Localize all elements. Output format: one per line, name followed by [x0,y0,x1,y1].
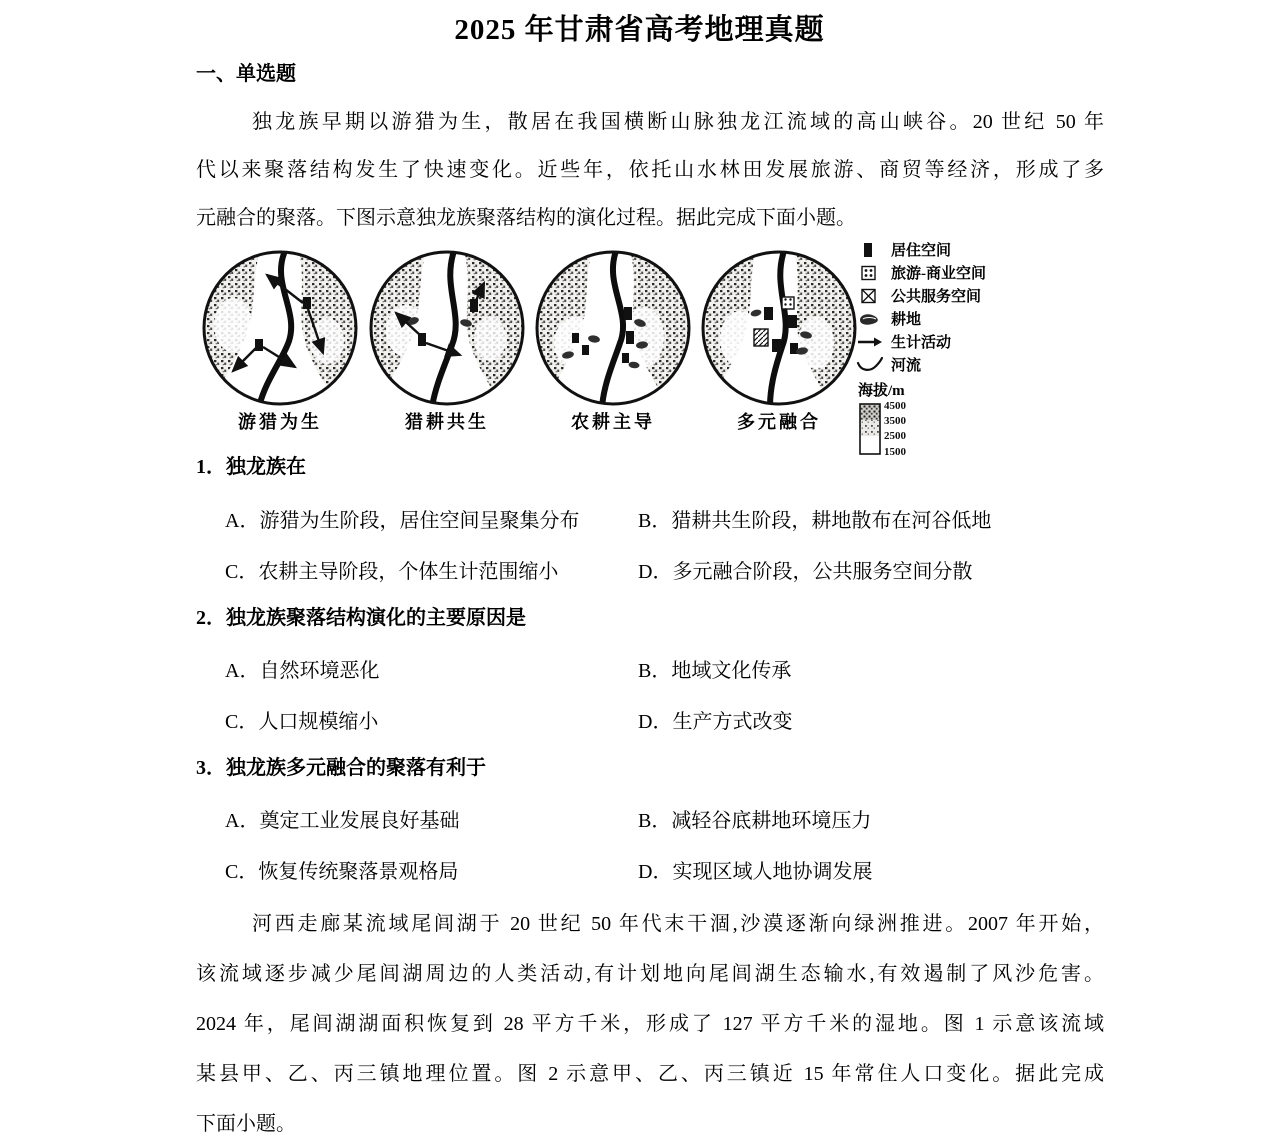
paragraph-line: 元融合的聚落。下图示意独龙族聚落结构的演化过程。据此完成下面小题。 [196,207,856,229]
paragraph-line: 代以来聚落结构发生了快速变化。近些年，依托山水林田发展旅游、商贸等经济，形成了多 [196,159,1104,181]
question-1-option-c [225,555,558,584]
option-label: D． [638,711,673,733]
question-1-option-b [638,504,991,533]
residence-marker [626,331,634,344]
option-text: 人口规模缩小 [258,711,379,733]
public-service-marker [754,329,768,346]
question-1-options-row-2 [196,555,1104,585]
option-text: 多元融合阶段，公共服务空间分散 [672,561,973,583]
option-label: D． [638,861,673,883]
question-1-option-a [225,504,579,533]
paragraph-line: 独龙族早期以游猎为生，散居在我国横断山脉独龙江流域的高山峡谷。20 世纪 50 年 [252,111,1104,133]
option-label: D． [638,561,673,583]
option-text: 减轻谷底耕地环境压力 [671,810,872,832]
option-label: C． [225,861,259,883]
legend-label: 生计活动 [891,335,952,351]
question-3-options-row-2 [196,855,1104,885]
paragraph-line: 下面小题。 [196,1113,296,1135]
paragraph-line: 2024 年，尾闾湖湖面积恢复到 28 平方千米，形成了 127 平方千米的湿地。图 1 示意该流域 [196,1013,1104,1035]
question-2-options-row-2 [196,705,1104,735]
residence-marker [303,297,311,309]
option-text: 自然环境恶化 [259,660,380,682]
option-label: B． [638,810,672,832]
question-3-option-b [638,804,871,833]
legend-item-farmland [856,307,1071,330]
legend-item-residence [856,238,1071,261]
paragraph-line: 某县甲、乙、丙三镇地理位置。图 2 示意甲、乙、丙三镇近 15 年常住人口变化。据此完成 [196,1063,1104,1085]
elevation-title: 海拔/m [858,383,905,399]
legend-label: 居住空间 [891,243,952,259]
option-text: 实现区域人地协调发展 [672,861,873,883]
option-text: 农耕主导阶段，个体生计范围缩小 [258,561,559,583]
intro-paragraph-1 [196,98,1104,242]
option-label: A． [225,510,260,532]
question-number: 2． [196,607,226,629]
question-text: 独龙族聚落结构演化的主要原因是 [226,607,526,629]
elevation-tick: 4500 [884,400,906,412]
stage-label-hunt-farm: 猎耕共生 [405,412,489,432]
settlement-evolution-figure [0,243,1279,458]
elevation-tick: 2500 [884,430,906,442]
question-2-option-d [638,705,792,734]
option-text: 恢复传统聚落景观格局 [258,861,459,883]
legend-item-river [856,353,1071,376]
option-label: A． [225,660,260,682]
paragraph-line: 河西走廊某流域尾闾湖于 20 世纪 50 年代末干涸,沙漠逐渐向绿洲推进。2007 年开始， [252,913,1104,935]
option-label: B． [638,510,672,532]
public-service-icon [856,287,884,305]
residence-icon [856,241,884,259]
option-label: B． [638,660,672,682]
question-2-stem [196,601,1104,630]
question-3-option-c [225,855,458,884]
residence-marker [764,307,773,320]
map-stage-farming [532,247,694,409]
option-text: 地域文化传承 [671,660,792,682]
question-3-option-d [638,855,872,884]
legend-item-public-service [856,284,1071,307]
elevation-tick: 3500 [884,415,906,427]
farmland-icon [856,310,884,328]
residence-marker [582,345,589,355]
option-text: 猎耕共生阶段，耕地散布在河谷低地 [671,510,992,532]
legend-label: 公共服务空间 [891,289,982,305]
stage-label-integration: 多元融合 [737,412,821,432]
question-2-option-c [225,705,378,734]
question-text: 独龙族多元融合的聚落有利于 [226,757,486,779]
option-label: C． [225,711,259,733]
option-text: 游猎为生阶段，居住空间呈聚集分布 [259,510,580,532]
legend-label: 河流 [891,358,922,374]
question-1-option-d [638,555,972,584]
map-stage-hunting [199,247,361,409]
tourism-commerce-icon [856,264,884,282]
question-1-options-row-1 [196,504,1104,534]
question-3-option-a [225,804,459,833]
question-text: 独龙族在 [226,456,306,478]
elevation-band-high [860,404,880,420]
question-3-stem [196,751,1104,780]
residence-marker [622,353,629,363]
paragraph-line: 该流域逐步减少尾闾湖周边的人类活动,有计划地向尾闾湖生态输水,有效遏制了风沙危害。 [196,963,1104,985]
river-icon [856,356,884,374]
section-heading: 一、单选题 [196,63,296,85]
elevation-tick: 1500 [884,446,906,458]
residence-marker [572,333,579,343]
stage-label-farming: 农耕主导 [571,412,655,432]
map-stage-integration [698,247,860,409]
legend-label: 旅游-商业空间 [891,266,986,282]
question-1-stem [196,450,1104,479]
tourism-commerce-marker [782,297,794,309]
question-number: 3． [196,757,226,779]
option-label: A． [225,810,260,832]
question-2-option-b [638,654,791,683]
question-number: 1． [196,456,226,478]
elevation-band-mid [860,420,880,436]
page-title: 2025 年甘肃省高考地理真题 [454,14,825,46]
option-label: C． [225,561,259,583]
legend-item-tourism-commerce [856,261,1071,284]
stage-label-hunting: 游猎为生 [238,412,322,432]
residence-marker [624,307,632,320]
residence-marker [772,339,781,352]
residence-marker [788,315,797,328]
question-3-options-row-1 [196,804,1104,834]
question-2-option-a [225,654,379,683]
legend-label: 耕地 [891,312,922,328]
legend-item-livelihood [856,330,1071,353]
livelihood-icon [856,333,884,351]
intro-paragraph-2 [196,899,1104,1135]
question-2-options-row-1 [196,654,1104,684]
option-text: 奠定工业发展良好基础 [259,810,460,832]
option-text: 生产方式改变 [672,711,793,733]
map-stage-hunt-farm [366,247,528,409]
map-legend [856,238,1071,465]
